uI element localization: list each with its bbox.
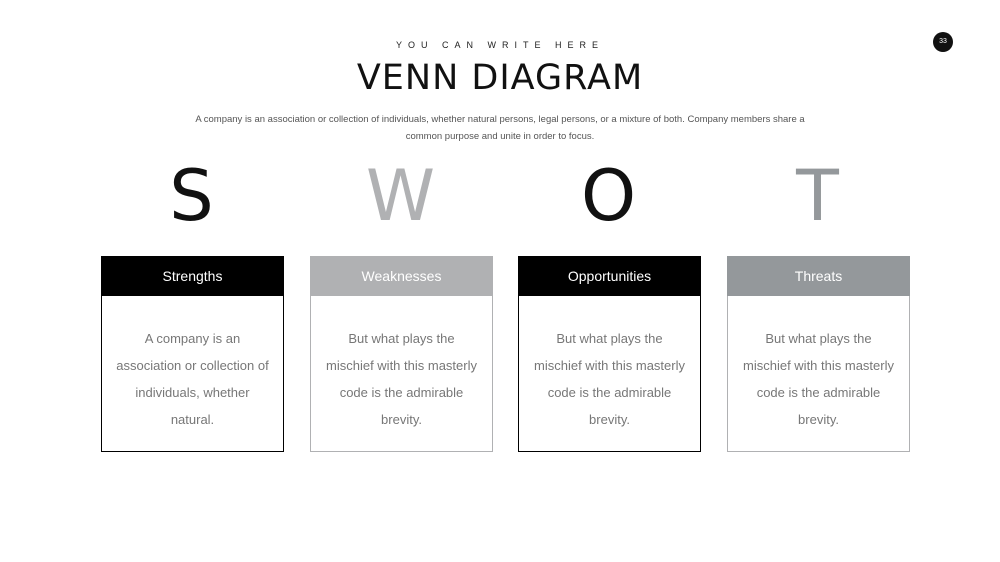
card-body-threats: But what plays the mischief with this masterly code is the admirable brevity. [727,296,910,452]
swot-letter-s: S [169,155,214,237]
card-header-opportunities: Opportunities [518,256,701,296]
slide-title: VENN DIAGRAM [356,58,644,98]
swot-letter-t: T [796,155,839,237]
card-weaknesses [310,256,493,452]
page-number-badge: 33 [933,32,953,52]
card-body-weaknesses: But what plays the mischief with this masterly code is the admirable brevity. [310,296,493,452]
slide-subtitle: A company is an association or collection of individuals, whether natural persons, legal persons, or a mixture of both. Company members share a common purpose and unite in order to focus. [195,114,805,142]
card-header-weaknesses: Weaknesses [310,256,493,296]
swot-letter-w: W [365,155,436,237]
card-threats [727,256,910,452]
card-body-strengths: A company is an association or collection of individuals, whether natural. [101,296,284,452]
card-header-threats: Threats [727,256,910,296]
swot-letter-o: O [580,155,637,237]
card-body-opportunities: But what plays the mischief with this masterly code is the admirable brevity. [518,296,701,452]
card-opportunities [518,256,701,452]
eyebrow-text: YOU CAN WRITE HERE [395,40,604,50]
card-header-strengths: Strengths [101,256,284,296]
card-strengths [101,256,284,452]
